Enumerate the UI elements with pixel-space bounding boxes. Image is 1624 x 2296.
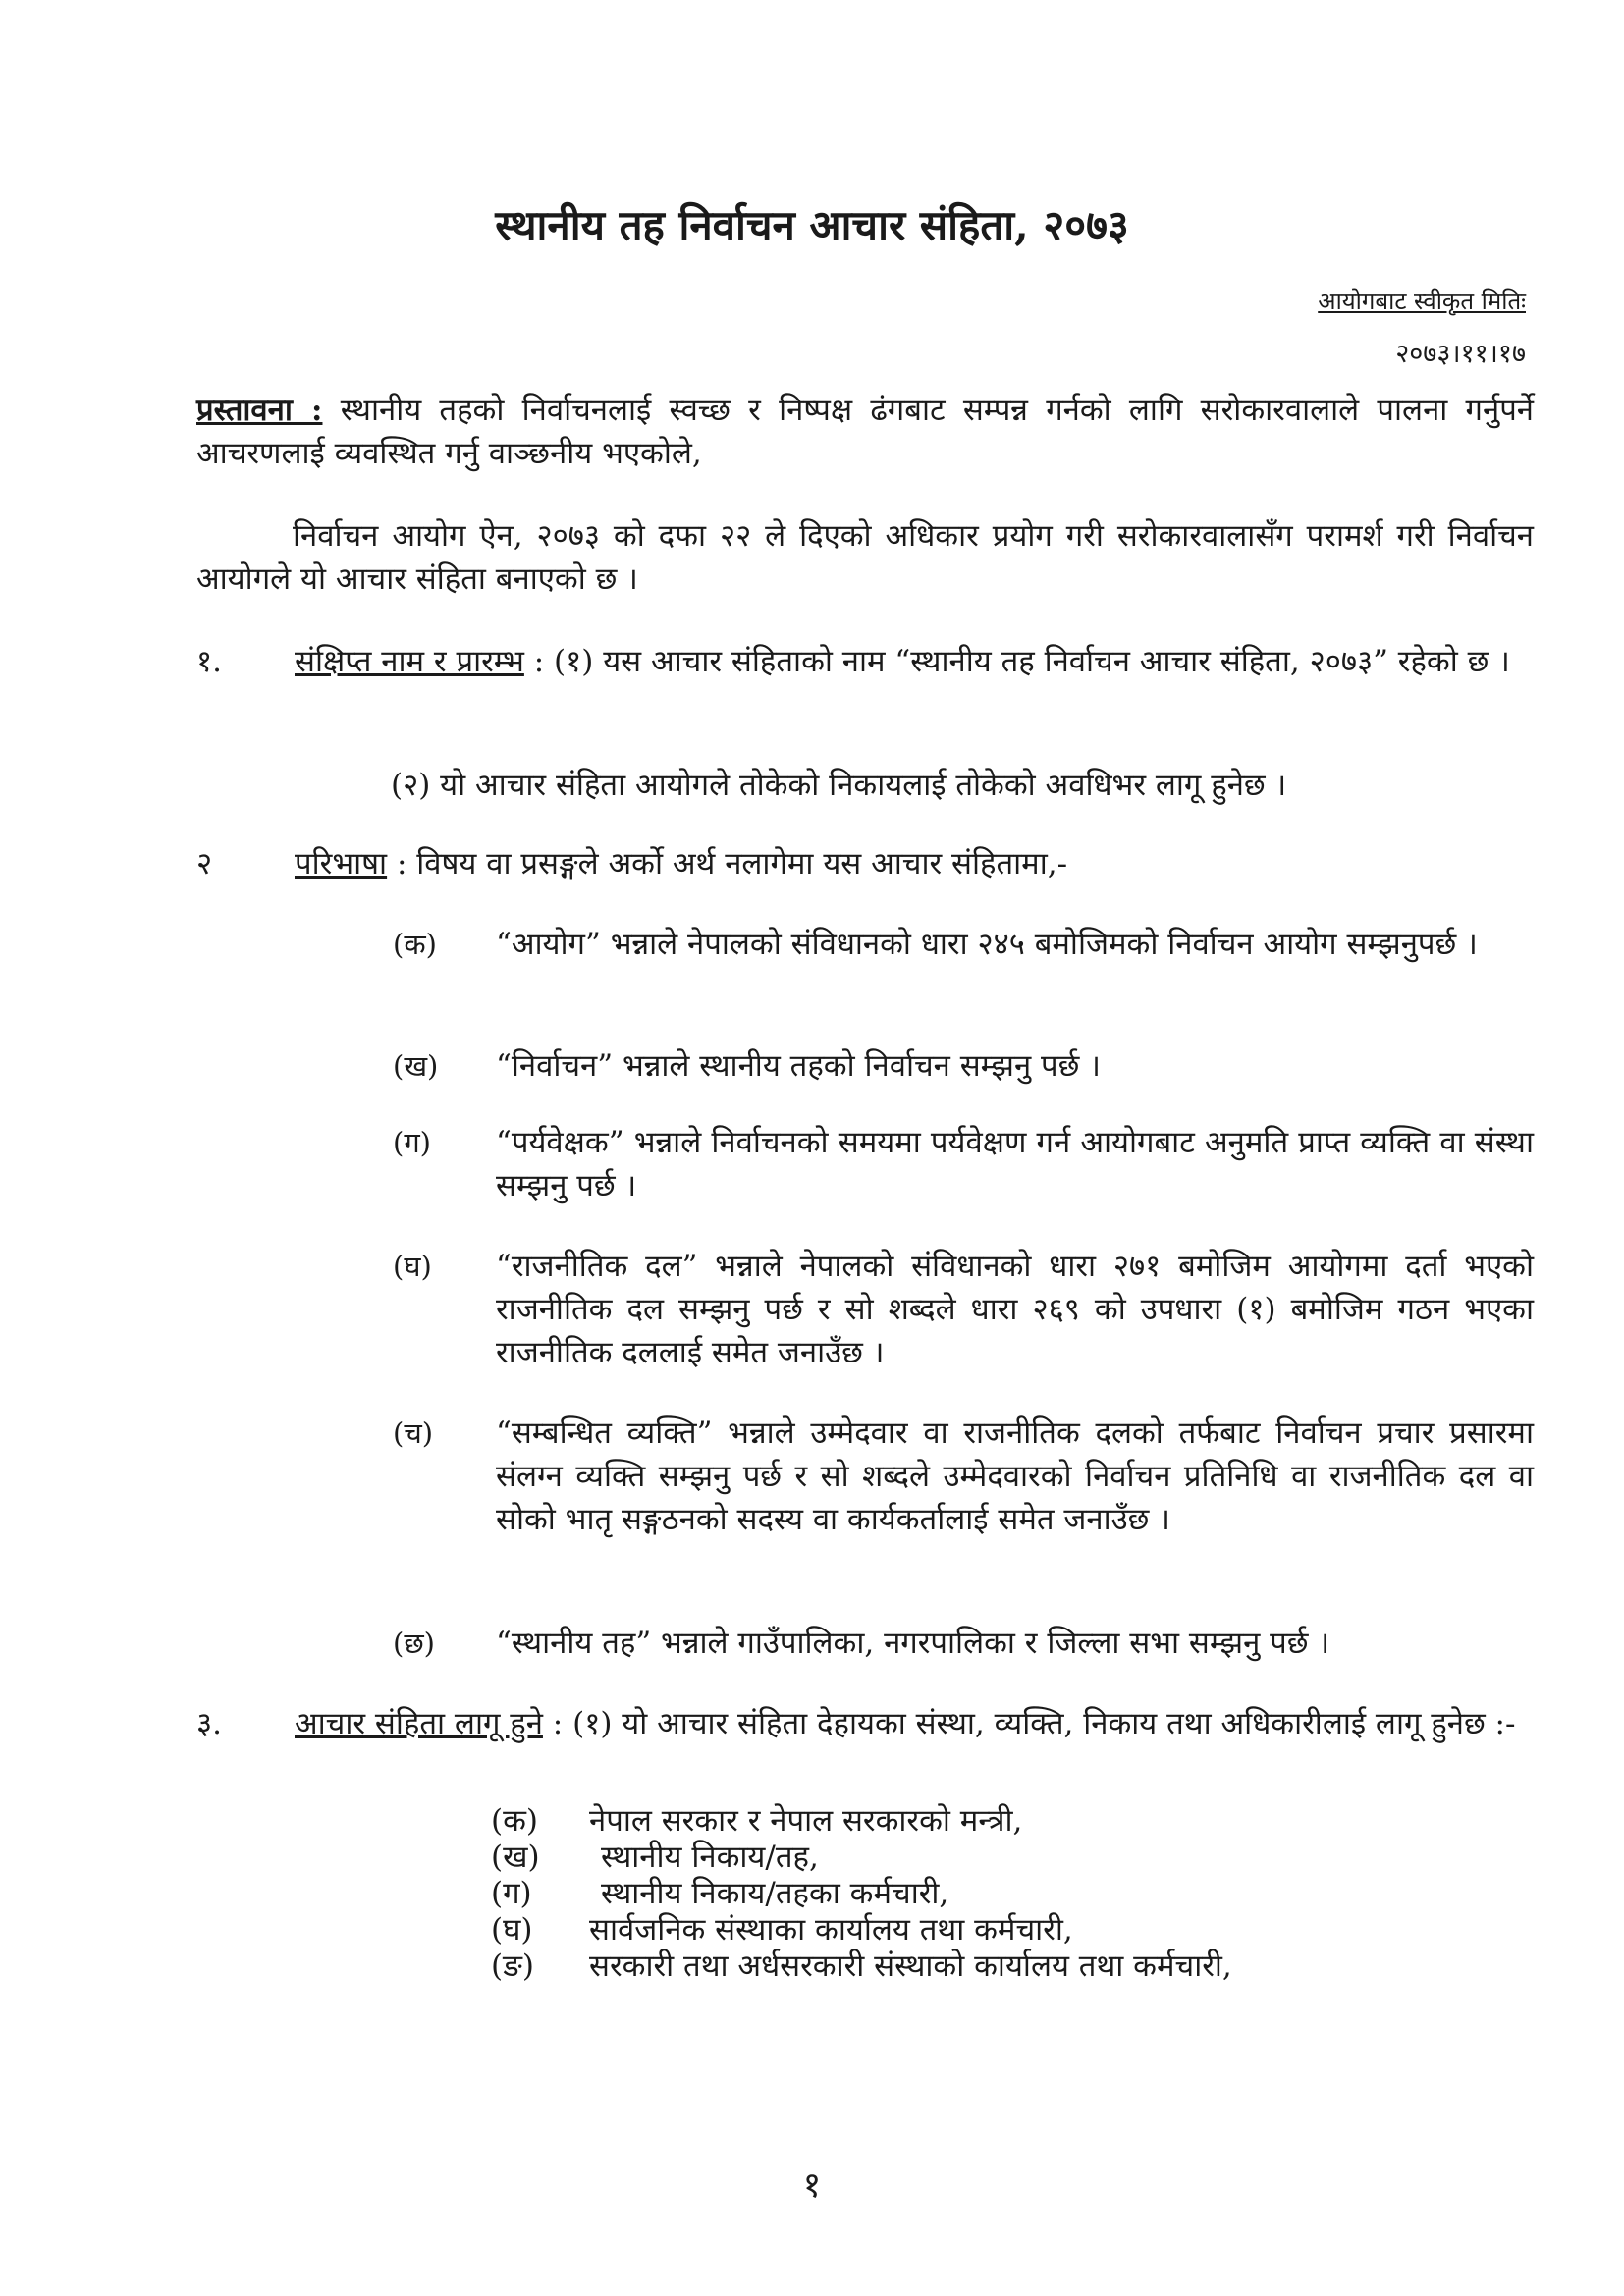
applicable-entity-label: (क) xyxy=(491,1803,538,1839)
section-3-number: ३. xyxy=(196,1706,222,1741)
applicable-entity: सार्वजनिक संस्थाका कार्यालय तथा कर्मचारी, xyxy=(589,1912,1073,1948)
section-2 xyxy=(295,842,1534,885)
section-2-number: २ xyxy=(196,846,213,881)
applicable-entity: नेपाल सरकार र नेपाल सरकारको मन्त्री, xyxy=(589,1803,1023,1839)
definition-label: (छ) xyxy=(393,1627,435,1660)
page-number: १ xyxy=(802,2165,822,2206)
section-1-text: : (१) यस आचार संहिताको नाम “स्थानीय तह निर्वाचन आचार संहिता, २०७३” रहेको छ । xyxy=(523,644,1510,679)
definition-text: “स्थानीय तह” भन्नाले गाउँपालिका, नगरपालिका र जिल्ला सभा सम्झनु पर्छ । xyxy=(496,1626,1330,1661)
approval-date: २०७३।११।१७ xyxy=(1395,339,1526,369)
preamble-heading: प्रस्तावना : xyxy=(196,393,323,428)
section-2-heading: परिभाषा xyxy=(295,846,388,881)
definition-text: “आयोग” भन्नाले नेपालको संविधानको धारा २४५ बमोजिमको निर्वाचन आयोग सम्झनुपर्छ । xyxy=(496,927,1478,962)
applicable-entity: स्थानीय निकाय/तह, xyxy=(601,1840,819,1875)
authority-paragraph: निर्वाचन आयोग ऐन, २०७३ को दफा २२ ले दिएको अधिकार प्रयोग गरी सरोकारवालासँग परामर्श गरी निर्वाचन आयोगले यो आचार संहिता बनाएको छ । xyxy=(196,518,1534,597)
section-1-heading: संक्षिप्त नाम र प्रारम्भ xyxy=(295,644,524,679)
definition-text: “सम्बन्धित व्यक्ति” भन्नाले उम्मेदवार वा राजनीतिक दलको तर्फबाट निर्वाचन प्रचार प्रसारमा संलग्न व्यक्ति सम्झनु पर्छ र सो शब्दले उम्मेदवारको निर्वाचन प्रतिनिधि वा राजनीतिक दल वा सोको भातृ सङ्गठनको सदस्य वा कार्यकर्तालाई समेत जनाउँछ । xyxy=(496,1415,1534,1537)
definition-label: (ग) xyxy=(393,1126,431,1159)
definition-text: “पर्यवेक्षक” भन्नाले निर्वाचनको समयमा पर्यवेक्षण गर्न आयोगबाट अनुमति प्राप्त व्यक्ति वा संस्था सम्झनु पर्छ । xyxy=(496,1125,1534,1203)
section-1-subsection-2: (२) यो आचार संहिता आयोगले तोकेको निकायलाई तोकेको अवधिभर लागू हुनेछ । xyxy=(391,768,1287,803)
approval-date-label: आयोगबाट स्वीकृत मितिः xyxy=(1318,288,1526,315)
section-1 xyxy=(295,640,1534,683)
applicable-entity-label: (घ) xyxy=(491,1912,533,1948)
definition-text: “राजनीतिक दल” भन्नाले नेपालको संविधानको धारा २७१ बमोजिम आयोगमा दर्ता भएको राजनीतिक दल सम्झनु पर्छ र सो शब्दले धारा २६९ को उपधारा (१) बमोजिम गठन भएका राजनीतिक दललाई समेत जनाउँछ । xyxy=(496,1249,1534,1370)
applicable-entity-label: (ङ) xyxy=(491,1949,534,1984)
definition-label: (क) xyxy=(393,928,437,961)
section-2-text: : विषय वा प्रसङ्गले अर्को अर्थ नलागेमा यस आचार संहितामा,- xyxy=(387,846,1068,881)
preamble xyxy=(196,389,1534,475)
definition-label: (च) xyxy=(393,1416,434,1450)
applicable-entity-label: (ख) xyxy=(491,1840,540,1875)
definition-label: (ख) xyxy=(393,1049,439,1083)
section-3 xyxy=(295,1702,1534,1745)
section-3-text: : (१) यो आचार संहिता देहायका संस्था, व्यक्ति, निकाय तथा अधिकारीलाई लागू हुनेछ :- xyxy=(542,1706,1516,1741)
section-1-number: १. xyxy=(196,644,222,679)
definition-label: (घ) xyxy=(393,1250,432,1283)
definition-text: “निर्वाचन” भन्नाले स्थानीय तहको निर्वाचन सम्झनु पर्छ । xyxy=(496,1048,1101,1084)
section-3-heading: आचार संहिता लागू हुने xyxy=(295,1706,543,1741)
document-title: स्थानीय तह निर्वाचन आचार संहिता, २०७३ xyxy=(495,201,1129,249)
applicable-entity: सरकारी तथा अर्धसरकारी संस्थाको कार्यालय तथा कर्मचारी, xyxy=(589,1949,1232,1984)
preamble-text: स्थानीय तहको निर्वाचनलाई स्वच्छ र निष्पक्ष ढंगबाट सम्पन्न गर्नको लागि सरोकारवालाले पालना गर्नुपर्ने आचरणलाई व्यवस्थित गर्नु वाञ्छनीय भएकोले, xyxy=(196,393,1535,471)
applicable-entity-label: (ग) xyxy=(491,1876,532,1911)
applicable-entity: स्थानीय निकाय/तहका कर्मचारी, xyxy=(601,1876,949,1911)
